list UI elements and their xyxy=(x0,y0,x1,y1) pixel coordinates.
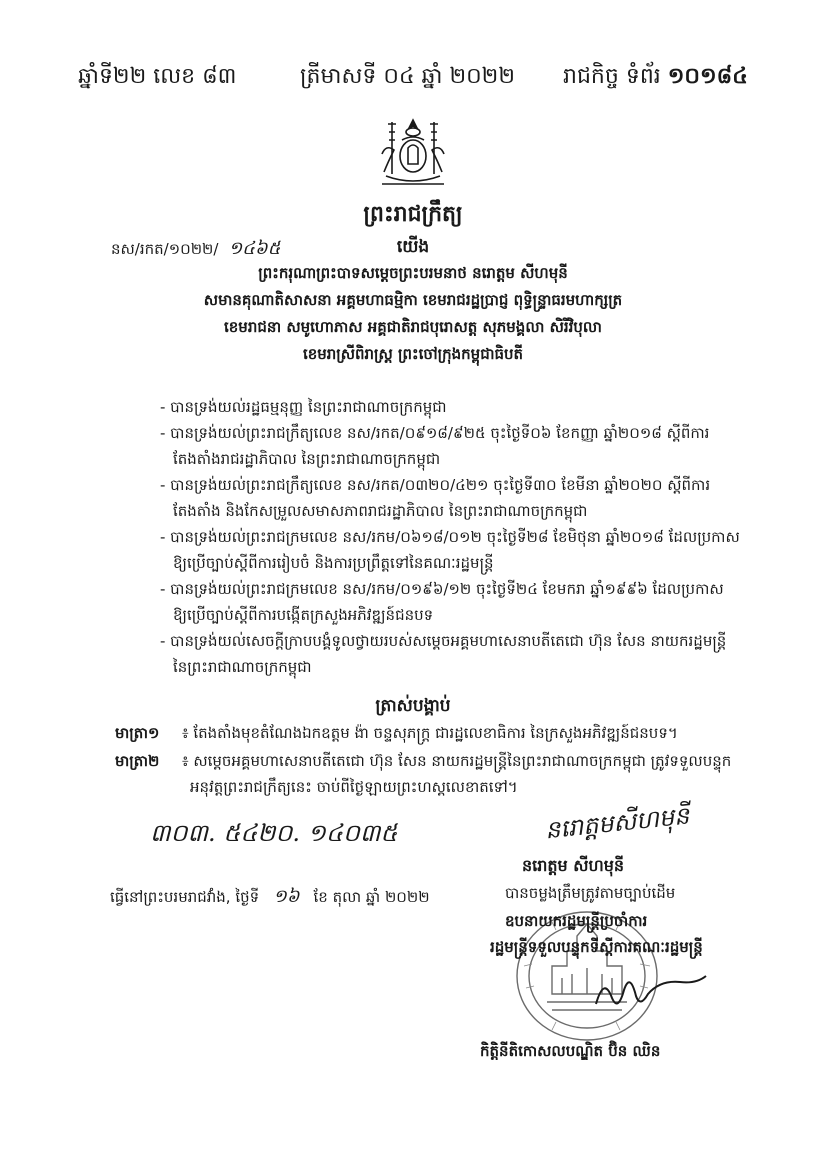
royal-coat-of-arms-icon xyxy=(372,114,454,192)
king-signature: នរោត្តមសីហមុនី xyxy=(543,801,691,845)
article-2-label: មាត្រា២ xyxy=(115,752,160,770)
consideration-item: - បានទ្រង់យល់សេចក្តីក្រាបបង្គំទូលថ្វាយរបស់សម្តេចអគ្គមហាសេនាបតីតេជោ ហ៊ុន សែន នាយករដ្ឋមន្ត្រី xyxy=(160,632,727,650)
consideration-continuation: ឱ្យប្រើច្បាប់ស្តីពីការបង្កើតក្រសួងអភិវឌ្ឍន៍ជនបទ xyxy=(173,606,434,624)
article-2-text: ៖ សម្តេចអគ្គមហាសេនាបតីតេជោ ហ៊ុន សែន នាយករដ្ឋមន្ត្រីនៃព្រះរាជាណាចក្រកម្ពុជា ត្រូវទទួលបន្ទុក xyxy=(182,752,732,770)
date-day: ១៦ xyxy=(273,886,300,907)
reference-handwritten-number: ១៤៦៥ xyxy=(228,238,281,259)
consideration-item: - បានទ្រង់យល់ព្រះរាជក្រមលេខ នស/រកម/០១៩៦/១២ ចុះថ្ងៃទី២៤ ខែមករា ឆ្នាំ១៩៩៦ ដែលប្រកាស xyxy=(160,580,724,598)
decree-heading: ត្រាស់បង្គាប់ xyxy=(375,696,451,716)
article-2-continuation: អនុវត្តព្រះរាជក្រឹត្យនេះ ចាប់ពីថ្ងៃឡាយព្រះហស្តលេខាតទៅ។ xyxy=(190,778,518,796)
king-title-line: ព្រះករុណាព្រះបាទសម្តេចព្រះបរមនាថ នរោត្តម សីហមុនី xyxy=(258,264,568,282)
article-1-label: មាត្រា១ xyxy=(115,724,160,742)
date-prefix: ធ្វើនៅព្រះបរមរាជវាំង, ថ្ងៃទី xyxy=(110,888,260,906)
gazette-page-number: ១០១៨៤ xyxy=(667,64,748,89)
gazette-quarter: ត្រីមាសទី ០៤ ឆ្នាំ ២០២២ xyxy=(300,64,515,89)
king-printed-name: នរោត្តម សីហមុនី xyxy=(522,856,625,875)
consideration-item: - បានទ្រង់យល់រដ្ឋធម្មនុញ្ញ នៃព្រះរាជាណាចក្រកម្ពុជា xyxy=(160,398,447,416)
consideration-continuation: ឱ្យប្រើច្បាប់ស្តីពីការរៀបចំ និងការប្រព្រឹត្តទៅនៃគណៈរដ្ឋមន្ត្រី xyxy=(173,554,494,572)
council-minister-title: រដ្ឋមន្ត្រីទទួលបន្ទុកទីស្តីការគណៈរដ្ឋមន្ត្រី xyxy=(490,938,703,956)
we-heading: យើង xyxy=(396,237,430,257)
date-suffix: ខែ តុលា ឆ្នាំ ២០២២ xyxy=(313,888,430,906)
countersigner-signature-icon xyxy=(590,968,710,1018)
date-line xyxy=(110,884,430,911)
decree-title: ព្រះរាជក្រឹត្យ xyxy=(363,202,463,227)
consideration-continuation: តែងតាំងរាជរដ្ឋាភិបាល នៃព្រះរាជាណាចក្រកម្ពុជា xyxy=(173,450,441,468)
king-title-line: ខេមរាជនា សមូហោភាស អគ្គជាតិរាជបុរោសត្ត សុភមង្គលា សិរីវិបុលា xyxy=(224,318,602,336)
article-1-text: ៖ តែងតាំងមុខតំណែងឯកឧត្តម ង៉ា ចន្ទសុភក្ត្រ ជារដ្ឋលេខាធិការ នៃក្រសួងអភិវឌ្ឍន៍ជនបទ។ xyxy=(182,724,678,742)
gazette-issue: ឆ្នាំទី២២ លេខ ៨៣ xyxy=(78,64,237,89)
king-title-line: ខេមរាស្រីពិរាស្ត្រ ព្រះចៅក្រុងកម្ពុជាធិបតី xyxy=(302,345,524,363)
countersigner-name: កិត្តិនីតិកោសលបណ្ឌិត ប៊ិន ឈិន xyxy=(480,1042,661,1060)
gazette-page-label: រាជកិច្ច ទំព័រ xyxy=(563,64,668,89)
consideration-item: - បានទ្រង់យល់ព្រះរាជក្រមលេខ នស/រកម/០៦១៨/០១២ ចុះថ្ងៃទី២៨ ខែមិថុនា ឆ្នាំ២០១៨ ដែលប្រកាស xyxy=(160,528,740,546)
deputy-pm-title: ឧបនាយករដ្ឋមន្ត្រីប្រចាំការ xyxy=(505,912,648,930)
handwritten-note: ៣០៣. ៥៤២០. ១៤០៣៥ xyxy=(150,819,398,847)
consideration-continuation: តែងតាំង និងកែសម្រួលសមាសភាពរាជរដ្ឋាភិបាល នៃព្រះរាជាណាចក្រកម្ពុជា xyxy=(173,502,588,520)
consideration-item: - បានទ្រង់យល់ព្រះរាជក្រឹត្យលេខ នស/រកត/០៣២០/៤២១ ចុះថ្ងៃទី៣០ ខែមីនា ឆ្នាំ២០២០ ស្តីពីការ xyxy=(160,476,711,494)
king-title-line: សមានគុណាតិសាសនា អគ្គមហាធម្មិកា ខេមរាជរដ្ឋប្រាជ្ញ ពុទ្ធិន្ទ្រាធរមហាក្សត្រ xyxy=(203,291,623,309)
consideration-continuation: នៃព្រះរាជាណាចក្រកម្ពុជា xyxy=(173,658,312,676)
consideration-item: - បានទ្រង់យល់ព្រះរាជក្រឹត្យលេខ នស/រកត/០៩១៨/៩២៥ ចុះថ្ងៃទី០៦ ខែកញ្ញា ឆ្នាំ២០១៨ ស្តីពីការ xyxy=(160,424,710,442)
reference-prefix: នស/រកត/១០២២/ xyxy=(111,240,219,258)
certified-copy-line: បានចម្លងត្រឹមត្រូវតាមច្បាប់ដើម xyxy=(505,884,676,902)
gazette-page xyxy=(563,62,748,94)
